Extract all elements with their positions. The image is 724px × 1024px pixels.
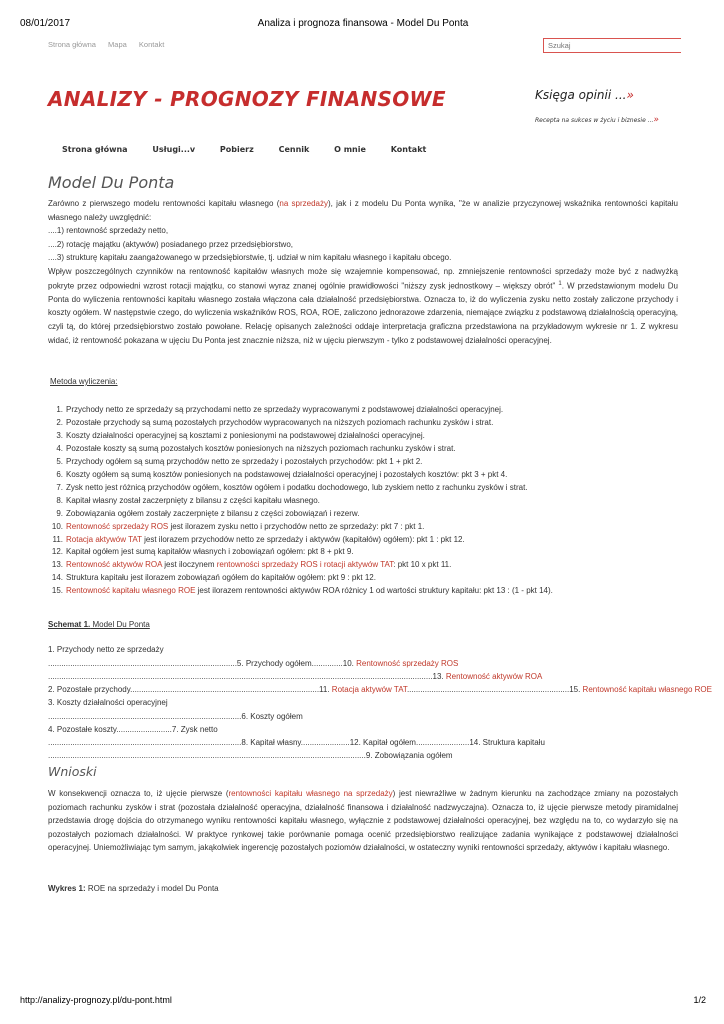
top-nav bbox=[48, 39, 174, 50]
ros-link[interactable]: Rentowność sprzedaży ROS bbox=[66, 521, 169, 531]
nav-home[interactable]: Strona główna bbox=[62, 145, 128, 154]
step-item: 7. Zysk netto jest różnicą przychodów ogółem, kosztów ogółem i podatku dochodowego, lub zyskiem netto z rachunku zysków i strat. bbox=[56, 482, 528, 492]
nav-services[interactable]: Usługi...v bbox=[152, 145, 196, 154]
scheme-row: .......................................................................................8. Kapitał własny......................12. Kapitał ogółem........................14. Struktura kapitału bbox=[48, 738, 545, 747]
scheme-roe-link[interactable]: Rentowność kapitału własnego ROE bbox=[582, 685, 712, 694]
main-nav bbox=[62, 144, 448, 156]
tagline-label: Recepta na sukces w życiu i biznesie ... bbox=[535, 117, 654, 124]
search-input[interactable] bbox=[543, 38, 681, 53]
intro-paragraph-2: Wpływ poszczególnych czynników na rentowność kapitałów własnych może się wzajemnie kompensować, np. zmniejszenie rentowności sprzedaży może być z nadwyżką pokryte przez odpowiedni wzrost rotacji majątku, co stanowi wyraz znanej ogólnie prawidłowości "niższy zysk jednostkowy – większy obrót" $^1$. W przedstawionym modelu Du Ponta do wyliczenia rentowności kapitału własnego została włączona cała działalność przedsiębiorstwa. Oznacza to, iż do wyliczenia zysku netto zostały zaliczone przychody i koszty ogółem. W następstwie czego, do wyliczenia wskaźników ROS, ROA, ROE, zaliczono jednorazowe zdarzenia, niemające związku z podstawową działalnością operacyjną, czyli tą, do której przedsiębiorstwo zostało powołane. Relację opisanych zależności oddaje interpretacja graficzna przedstawiona na przykładowym wykresie nr 1. Z wykresu widać, iż rentowność pokazana w ujęciu Du Ponta jest znacznie niższa, niż w ujęciu pierwszym - tylko z podstawowej działalności operacyjnej. bbox=[48, 266, 678, 345]
nav-download[interactable]: Pobierz bbox=[219, 145, 254, 154]
step-item: 3. Koszty działalności operacyjnej są kosztami z poniesionymi na podstawowej działalności operacyjnej. bbox=[56, 430, 425, 440]
roe-link[interactable]: Rentowność kapitału własnego ROE bbox=[66, 586, 196, 596]
scheme-row: 4. Pozostałe koszty.........................7. Zysk netto bbox=[48, 725, 218, 734]
step-item: 11. Rotacja aktywów TAT jest ilorazem przychodów netto ze sprzedaży i aktywów (kapitałów) ogółem): pkt 1 : pkt 12. bbox=[52, 534, 465, 544]
step-item: 6. Koszty ogółem są sumą kosztów poniesionych na podstawowej działalności operacyjnej i pozostałych kosztów: pkt 3 + pkt 4. bbox=[56, 469, 508, 479]
nav-about[interactable]: O mnie bbox=[334, 145, 366, 154]
scheme-ros-link[interactable]: Rentowność sprzedaży ROS bbox=[356, 659, 459, 668]
scheme-roa-link[interactable]: Rentowność aktywów ROA bbox=[445, 672, 543, 681]
scheme-tat-link[interactable]: Rotacja aktywów TAT bbox=[331, 685, 407, 694]
step-item: 10. Rentowność sprzedaży ROS jest ilorazem zysku netto i przychodów netto ze sprzedaży: pkt 7 : pkt 1. bbox=[51, 521, 425, 531]
scheme-caption: Schemat 1. Model Du Ponta bbox=[48, 620, 150, 629]
tat-link[interactable]: Rotacja aktywów TAT bbox=[66, 534, 142, 544]
method-steps bbox=[48, 404, 678, 598]
step-item: 15. Rentowność kapitału własnego ROE jest ilorazem rentowności aktywów ROA różnicy 1 od wartości struktury kapitału: pkt 13 : (1 - pkt 14). bbox=[51, 586, 553, 596]
step-item: 4. Pozostałe koszty są sumą pozostałych kosztów poniesionych na niższych poziomach rachunku zysków i strat. bbox=[56, 443, 456, 453]
guestbook-arrows: » bbox=[626, 88, 634, 102]
intro-item-2: ....2) rotację majątku (aktywów) posiadanego przez przedsiębiorstwo, bbox=[48, 239, 293, 249]
print-page-number: 1/2 bbox=[693, 995, 706, 1005]
intro-text bbox=[48, 197, 678, 347]
print-date: 08/01/2017 bbox=[20, 18, 71, 29]
method-heading: Metoda wyliczenia: bbox=[50, 377, 118, 386]
scheme-row: .......................................................................................6. Koszty ogółem bbox=[48, 712, 303, 721]
intro-item-1: ....1) rentowność sprzedaży netto, bbox=[48, 226, 169, 236]
step-item: 8. Kapitał własny został zaczerpnięty z bilansu z części kapitału własnego. bbox=[56, 495, 320, 505]
ros-tat-link[interactable]: rentowności sprzedaży ROS i rotacji aktywów TAT bbox=[216, 560, 394, 570]
step-item: 13. Rentowność aktywów ROA jest iloczynem rentowności sprzedaży ROS i rotacji aktywów TAT: pkt 10 x pkt 11. bbox=[51, 560, 452, 570]
step-item: 12. Kapitał ogółem jest sumą kapitałów własnych i zobowiązań ogółem: pkt 8 + pkt 9. bbox=[51, 547, 354, 557]
guestbook-label: Księga opinii ... bbox=[535, 88, 627, 102]
step-item: 9. Zobowiązania ogółem zostały zaczerpnięte z bilansu z części zobowiązań i rezerw. bbox=[56, 508, 360, 518]
scheme-row: .....................................................................................5. Przychody ogółem..............10. Rentowność sprzedaży ROS bbox=[48, 659, 459, 668]
nav-contact[interactable]: Kontakt bbox=[390, 145, 427, 154]
conclusions-heading: Wnioski bbox=[48, 764, 97, 779]
topnav-map-link[interactable]: Mapa bbox=[108, 40, 127, 49]
tagline-arrows: » bbox=[653, 115, 659, 125]
scheme-row: ...............................................................................................................................................9. Zobowiązania ogółem bbox=[48, 751, 453, 760]
guestbook-link[interactable] bbox=[535, 86, 634, 104]
step-item: 2. Pozostałe przychody są sumą pozostałych przychodów wypracowanych na niższych poziomach rachunku zysków i strat. bbox=[56, 417, 494, 427]
chart-caption: Wykres 1: ROE na sprzedaży i model Du Ponta bbox=[48, 884, 219, 893]
scheme-row: 1. Przychody netto ze sprzedaży bbox=[48, 645, 164, 654]
scheme-row: .............................................................................................................................................................................13. Rentowność aktywów ROA bbox=[48, 672, 543, 681]
roa-link[interactable]: Rentowność aktywów ROA bbox=[66, 560, 163, 570]
topnav-contact-link[interactable]: Kontakt bbox=[138, 40, 165, 49]
intro-item-3: ....3) strukturę kapitału zaangażowanego w przedsiębiorstwie, tj. udział w nim kapitału własnego i kapitału obcego. bbox=[48, 253, 452, 263]
scheme-row: 2. Pozostałe przychody.....................................................................................11. Rotacja aktywów TAT.........................................................................15. Rentowność kapitału własnego ROE bbox=[48, 685, 712, 694]
site-title[interactable]: ANALIZY - PROGNOZY FINANSOWE bbox=[48, 87, 446, 111]
intro-paragraph-1: Zarówno z pierwszego modelu rentowności kapitału własnego (na sprzedaży), jak i z modelu Du Ponta wynika, "że w analizie przyczynowej wskaźnika rentowności kapitału własnego należy uwzględnić: bbox=[48, 199, 678, 222]
print-title: Analiza i prognoza finansowa - Model Du Ponta bbox=[257, 18, 469, 29]
page-title: Model Du Ponta bbox=[48, 173, 175, 192]
conclusions-text: W konsekwencji oznacza to, iż ujęcie pierwsze (rentowności kapitału własnego na sprzedaży) jest niewrażliwe w żadnym kierunku na zachodzące zmiany na pozostałych poziomach rachunku zysków i strat (pozostała działalność operacyjna, działalność finansowa i działalność nadzwyczajna). Oznacza to, iż ujęcie pierwsze metody piramidalnej przedstawia drogę dojścia do otrzymanego wyniku rentowności kapitału własnego, wyłącznie z podstawowej działalności operacyjnej, bez względu na to, co wydarzyło się na pozostałych poziomach działalności. W praktyce rynkowej takie porównanie pomaga ocenić przedsiębiorstwo realizujące zadania wynikające z podstawowej działalności operacyjnej. Uniemożliwiając tym samym, jakąkolwiek ingerencję pozostałych poziomów działalności, w ostateczny wyniki rentowności sprzedaży, aktywów i kapitału własnego. bbox=[48, 789, 679, 853]
sales-link[interactable]: na sprzedaży bbox=[279, 199, 329, 208]
roe-sales-link[interactable]: rentowności kapitału własnego na sprzedaży bbox=[228, 789, 393, 798]
step-item: 5. Przychody ogółem są sumą przychodów netto ze sprzedaży i pozostałych przychodów: pkt 1 + pkt 2. bbox=[56, 456, 423, 466]
nav-pricing[interactable]: Cennik bbox=[278, 145, 310, 154]
topnav-home-link[interactable]: Strona główna bbox=[48, 40, 96, 49]
print-url: http://analizy-prognozy.pl/du-pont.html bbox=[20, 995, 172, 1005]
scheme-row: 3. Koszty działalności operacyjnej bbox=[48, 698, 168, 707]
tagline-link[interactable] bbox=[535, 114, 659, 128]
step-item: 14. Struktura kapitału jest ilorazem zobowiązań ogółem do kapitałów ogółem: pkt 9 : pkt 12. bbox=[51, 573, 376, 583]
step-item: 1. Przychody netto ze sprzedaży są przychodami netto ze sprzedaży wypracowanymi z podstawowej działalności operacyjnej. bbox=[56, 405, 504, 414]
